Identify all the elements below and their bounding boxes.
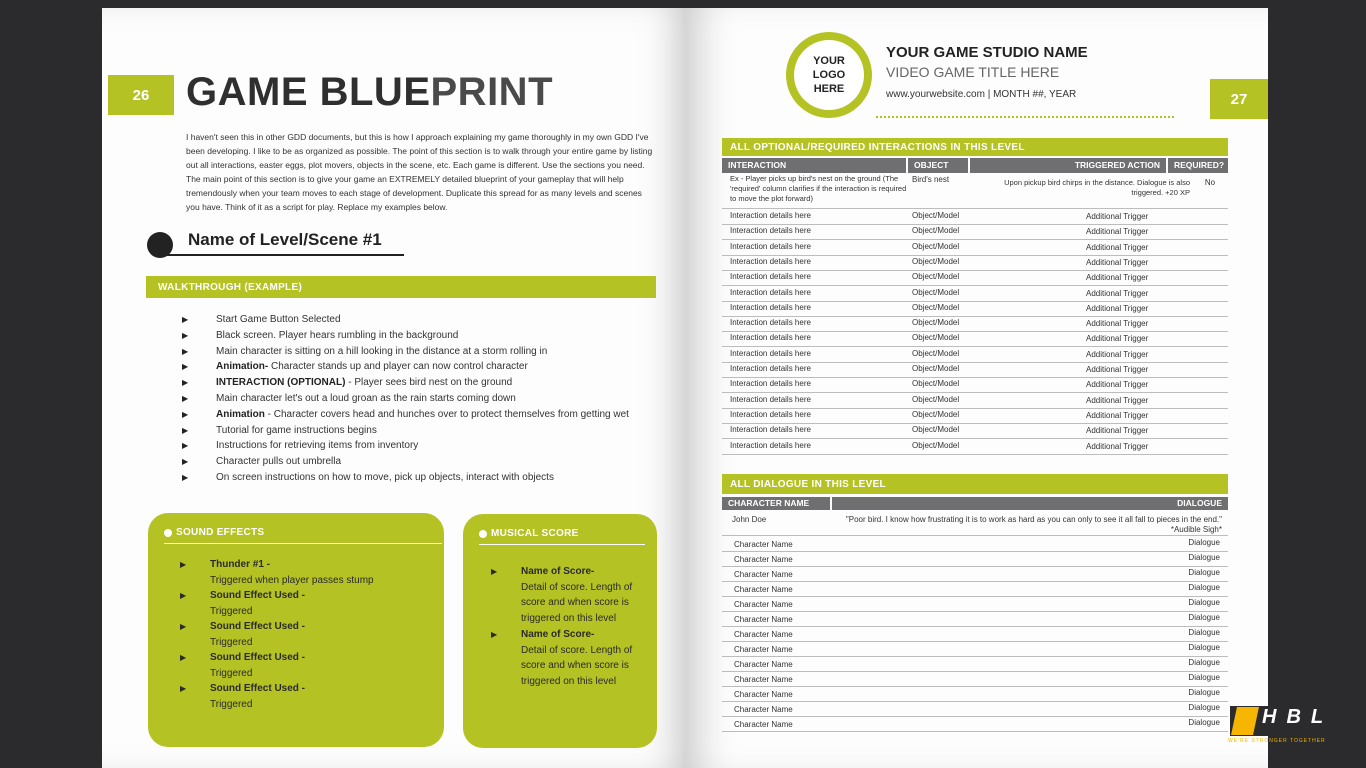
box-item-detail: Triggered	[210, 636, 253, 648]
character-cell: Character Name	[734, 660, 793, 669]
bullet-arrow-icon: ▶	[182, 457, 189, 467]
bullet-arrow-icon: ▶	[491, 567, 498, 576]
table-row	[722, 270, 1228, 286]
table-row	[722, 174, 1228, 209]
table-row	[722, 393, 1228, 409]
list-item	[180, 328, 629, 344]
walkthrough-text: Main character is sitting on a hill looking in the distance at a storm rolling in	[216, 345, 548, 357]
table-row	[722, 552, 1228, 567]
dialogue-cell: Dialogue	[1188, 643, 1220, 652]
list-item	[487, 627, 637, 689]
table-row	[722, 582, 1228, 597]
list-item	[180, 438, 629, 454]
action-cell: Additional Trigger	[1086, 273, 1149, 283]
action-cell: Additional Trigger	[1086, 288, 1149, 298]
bullet-arrow-icon: ▶	[182, 425, 189, 435]
object-cell: Object/Model	[912, 364, 960, 373]
right-page	[686, 8, 1268, 768]
box-item-detail: Triggered when player passes stump	[210, 574, 374, 586]
col-triggered-action: TRIGGERED ACTION	[970, 158, 1166, 173]
walkthrough-bold: Animation	[216, 408, 265, 420]
interaction-cell: Interaction details here	[730, 318, 811, 328]
list-item	[176, 650, 374, 681]
action-cell: Additional Trigger	[1086, 303, 1149, 313]
logo-line-3: HERE	[813, 83, 845, 95]
character-cell: Character Name	[734, 600, 793, 609]
table-row	[722, 286, 1228, 302]
action-cell: Additional Trigger	[1086, 227, 1149, 237]
action-cell: Additional Trigger	[1086, 212, 1149, 221]
character-cell: Character Name	[734, 690, 793, 699]
musical-score-list	[487, 564, 637, 690]
object-cell: Object/Model	[912, 211, 960, 220]
walkthrough-text: Instructions for retrieving items from inventory	[216, 440, 419, 452]
example-action: Upon pickup bird chirps in the distance. Dialogue is also triggered. +20 XP	[1004, 178, 1190, 197]
logo-placeholder	[786, 32, 872, 118]
box-item-title: Sound Effect Used -	[210, 621, 306, 632]
action-cell: Additional Trigger	[1086, 365, 1149, 374]
table-row	[722, 513, 1228, 536]
bullet-dot-icon	[164, 529, 172, 537]
box-item-detail: Triggered	[210, 605, 253, 617]
box-item-detail: Triggered	[210, 667, 253, 679]
dialogue-cell: Dialogue	[1188, 583, 1220, 592]
studio-name: YOUR GAME STUDIO NAME	[886, 44, 1088, 61]
action-cell: Additional Trigger	[1086, 426, 1149, 436]
example-required: No	[1204, 178, 1216, 187]
action-cell: Additional Trigger	[1086, 334, 1149, 344]
list-item	[180, 470, 629, 486]
object-cell: Object/Model	[912, 318, 960, 328]
dialogue-cell: Dialogue	[1188, 553, 1220, 562]
sound-effects-header	[164, 527, 264, 538]
bullet-arrow-icon: ▶	[182, 346, 189, 356]
table-row	[722, 224, 1228, 240]
box-item-title: Sound Effect Used -	[210, 652, 306, 663]
object-cell: Object/Model	[912, 379, 960, 389]
table-row	[722, 301, 1228, 317]
walkthrough-text: Character pulls out umbrella	[216, 456, 342, 468]
dialogue-cell: Dialogue	[1188, 568, 1220, 577]
interactions-header: ALL OPTIONAL/REQUIRED INTERACTIONS IN THIS LEVEL	[722, 138, 1228, 156]
bullet-arrow-icon: ▶	[182, 362, 189, 372]
dialogue-cell: Dialogue	[1188, 538, 1220, 547]
list-item	[180, 391, 629, 407]
interaction-cell: Interaction details here	[730, 302, 811, 312]
bullet-arrow-icon: ▶	[182, 330, 189, 340]
logo-line-2: LOGO	[812, 69, 846, 81]
divider	[164, 543, 442, 544]
bullet-dot-icon	[479, 530, 487, 538]
list-item	[176, 619, 374, 650]
bullet-arrow-icon: ▶	[180, 622, 187, 631]
object-cell: Object/Model	[912, 440, 960, 450]
table-row	[722, 209, 1228, 225]
bullet-arrow-icon: ▶	[180, 653, 187, 662]
box-item-title: Sound Effect Used -	[210, 683, 306, 694]
walkthrough-list	[180, 312, 629, 486]
dialogue-cell: Dialogue	[1188, 673, 1220, 682]
table-row	[722, 657, 1228, 672]
dialogue-cell: Dialogue	[1188, 703, 1220, 712]
interaction-cell: Interaction details here	[730, 409, 811, 419]
character-cell: Character Name	[734, 615, 793, 624]
table-row	[722, 627, 1228, 642]
object-cell: Object/Model	[912, 302, 960, 312]
table-row	[722, 331, 1228, 347]
interactions-column-headers	[722, 158, 1228, 173]
header-dotted-rule	[876, 116, 1174, 118]
game-title: VIDEO GAME TITLE HERE	[886, 64, 1060, 80]
object-cell: Object/Model	[912, 272, 960, 282]
table-row	[722, 347, 1228, 363]
character-cell: Character Name	[734, 720, 793, 729]
box-item-detail: Detail of score. Length of score and when score is triggered on this level	[521, 644, 633, 687]
object-cell: Object/Model	[912, 333, 960, 343]
example-dialogue: "Poor bird. I know how frustrating it is to work as hard as you can only to see it all fall to pieces in the end." *Audible Sigh*	[845, 515, 1222, 534]
dialogue-cell: Dialogue	[1188, 688, 1220, 697]
list-item	[180, 312, 629, 328]
interaction-cell: Interaction details here	[730, 394, 811, 404]
interaction-cell: Interaction details here	[730, 256, 811, 266]
interaction-cell: Interaction details here	[730, 440, 811, 450]
bullet-arrow-icon: ▶	[182, 472, 189, 482]
interaction-cell: Interaction details here	[730, 226, 811, 236]
col-required: REQUIRED?	[1168, 158, 1228, 173]
table-row	[722, 423, 1228, 439]
list-item	[180, 344, 629, 360]
table-row	[722, 702, 1228, 717]
col-interaction: INTERACTION	[722, 158, 906, 173]
logo-line-1: YOUR	[813, 55, 845, 67]
list-item	[180, 407, 629, 423]
bullet-arrow-icon: ▶	[491, 630, 498, 639]
table-row	[722, 642, 1228, 657]
table-row	[722, 240, 1228, 256]
table-row	[722, 408, 1228, 424]
character-cell: Character Name	[734, 555, 793, 564]
dialogue-cell: Dialogue	[1188, 598, 1220, 607]
page-title	[186, 70, 553, 115]
bullet-arrow-icon: ▶	[182, 409, 189, 419]
page-number-right: 27	[1210, 79, 1268, 119]
musical-score-box	[463, 514, 657, 748]
walkthrough-text: Tutorial for game instructions begins	[216, 424, 377, 436]
title-part-1: GAME BLUE	[186, 70, 431, 114]
table-row	[722, 567, 1228, 582]
object-cell: Object/Model	[912, 241, 960, 251]
bullet-arrow-icon: ▶	[182, 315, 189, 324]
walkthrough-text: - Character covers head and hunches over to protect themselves from getting wet	[264, 408, 629, 420]
box-item-detail: Detail of score. Length of score and when score is triggered on this level	[521, 581, 633, 624]
character-cell: Character Name	[734, 645, 793, 654]
action-cell: Additional Trigger	[1086, 395, 1149, 405]
table-row	[722, 537, 1228, 552]
col-object: OBJECT	[908, 158, 968, 173]
character-cell: Character Name	[734, 705, 793, 714]
interaction-cell: Interaction details here	[730, 287, 811, 297]
interaction-cell: Interaction details here	[730, 211, 811, 220]
bullet-arrow-icon: ▶	[180, 591, 187, 600]
object-cell: Object/Model	[912, 348, 960, 358]
list-item	[180, 454, 629, 470]
list-item	[180, 359, 629, 375]
walkthrough-text: On screen instructions on how to move, pick up objects, interact with objects	[216, 471, 554, 483]
page-number-left: 26	[108, 75, 174, 115]
walkthrough-text: Black screen. Player hears rumbling in the background	[216, 329, 459, 341]
logo-text	[794, 40, 864, 110]
object-cell: Object/Model	[912, 287, 960, 297]
action-cell: Additional Trigger	[1086, 349, 1149, 359]
sound-effects-title: SOUND EFFECTS	[176, 527, 265, 538]
hbl-watermark-logo	[1226, 704, 1350, 750]
level-title: Name of Level/Scene #1	[188, 230, 382, 249]
interaction-cell: Interaction details here	[730, 272, 811, 282]
dialogue-cell: Dialogue	[1188, 613, 1220, 622]
object-cell: Object/Model	[912, 409, 960, 419]
action-cell: Additional Trigger	[1086, 319, 1149, 329]
list-item	[176, 681, 374, 712]
interaction-cell: Interaction details here	[730, 425, 811, 435]
box-item-detail: Triggered	[210, 698, 253, 710]
object-cell: Object/Model	[912, 394, 960, 404]
bullet-arrow-icon: ▶	[182, 378, 189, 388]
table-row	[722, 377, 1228, 393]
walkthrough-text: Main character let's out a loud groan as the rain starts coming down	[216, 392, 516, 404]
walkthrough-bold: INTERACTION (OPTIONAL)	[216, 377, 346, 389]
table-row	[722, 672, 1228, 687]
table-row	[722, 717, 1228, 732]
table-row	[722, 255, 1228, 271]
dialogue-cell: Dialogue	[1188, 718, 1220, 727]
intro-paragraph: I haven't seen this in other GDD documents, but this is how I approach explaining my game thoroughly in my own GDD I've been developing. I like to be as organized as possible. The point of this section is to walk through your entire game by listing out all interactions, easter eggs, plot movers, objects in the scene, etc. Each game is different. Use the sections you need. The main point of this section is to give your game an EXTREMELY detailed blueprint of your gameplay that will help tremendously when your team moves to each stage of development. Duplicate this spread for as many levels and scenes you have. Think of it as a script for play. Replace my examples below.	[186, 132, 653, 212]
interaction-cell: Interaction details here	[730, 379, 811, 389]
walkthrough-bold: Animation-	[216, 361, 269, 373]
object-cell: Object/Model	[912, 226, 960, 236]
action-cell: Additional Trigger	[1086, 410, 1149, 420]
box-item-title: Name of Score-	[521, 629, 595, 640]
list-item	[487, 564, 637, 626]
sound-effects-box	[148, 513, 444, 747]
character-cell: Character Name	[734, 585, 793, 594]
interaction-cell: Interaction details here	[730, 241, 811, 251]
website-date-line: www.yourwebsite.com | MONTH ##, YEAR	[886, 89, 1077, 100]
table-row	[722, 316, 1228, 332]
action-cell: Additional Trigger	[1086, 257, 1149, 267]
list-item	[180, 423, 629, 439]
left-page	[102, 8, 690, 768]
example-character: John Doe	[732, 515, 767, 524]
example-object: Bird's nest	[912, 175, 950, 184]
action-cell: Additional Trigger	[1086, 441, 1149, 451]
watermark-letters: HBL	[1262, 706, 1334, 728]
watermark-tagline: WE'RE STRONGER TOGETHER	[1228, 738, 1326, 744]
bullet-arrow-icon: ▶	[182, 441, 189, 451]
example-interaction: Ex - Player picks up bird's nest on the ground (The 'required' column clarifies if the interaction is required to move the plot forward)	[730, 174, 907, 203]
walkthrough-text: Start Game Button Selected	[216, 314, 341, 325]
box-item-title: Thunder #1 -	[210, 559, 271, 570]
box-item-title: Name of Score-	[521, 566, 595, 577]
musical-score-title: MUSICAL SCORE	[491, 528, 579, 539]
object-cell: Object/Model	[912, 425, 960, 435]
table-row	[722, 612, 1228, 627]
table-row	[722, 597, 1228, 612]
table-row	[722, 687, 1228, 702]
character-cell: Character Name	[734, 570, 793, 579]
table-row	[722, 362, 1228, 378]
character-cell: Character Name	[734, 540, 793, 549]
interaction-cell: Interaction details here	[730, 364, 811, 373]
divider	[479, 544, 645, 545]
dialogue-cell: Dialogue	[1188, 628, 1220, 637]
table-row	[722, 439, 1228, 455]
interaction-cell: Interaction details here	[730, 333, 811, 343]
box-item-title: Sound Effect Used -	[210, 590, 306, 601]
walkthrough-text: Character stands up and player can now control character	[268, 361, 528, 373]
list-item	[180, 375, 629, 391]
walkthrough-header: WALKTHROUGH (EXAMPLE)	[146, 276, 656, 298]
sound-effects-list	[176, 557, 374, 712]
bullet-arrow-icon: ▶	[180, 560, 187, 569]
col-character-name: CHARACTER NAME	[722, 497, 830, 510]
bullet-arrow-icon: ▶	[180, 684, 187, 693]
musical-score-header	[479, 528, 579, 539]
walkthrough-text: - Player sees bird nest on the ground	[345, 377, 513, 389]
interaction-cell: Interaction details here	[730, 348, 811, 358]
bullet-arrow-icon: ▶	[182, 393, 189, 403]
dialogue-header: ALL DIALOGUE IN THIS LEVEL	[722, 474, 1228, 494]
object-cell: Object/Model	[912, 256, 960, 266]
level-title-underline	[160, 254, 404, 256]
action-cell: Additional Trigger	[1086, 380, 1149, 390]
col-dialogue: DIALOGUE	[832, 497, 1228, 510]
action-cell: Additional Trigger	[1086, 242, 1149, 252]
dialogue-column-headers	[722, 497, 1228, 510]
character-cell: Character Name	[734, 630, 793, 639]
list-item	[176, 557, 374, 588]
dialogue-cell: Dialogue	[1188, 658, 1220, 667]
title-part-2: PRINT	[430, 70, 553, 114]
list-item	[176, 588, 374, 619]
character-cell: Character Name	[734, 675, 793, 684]
